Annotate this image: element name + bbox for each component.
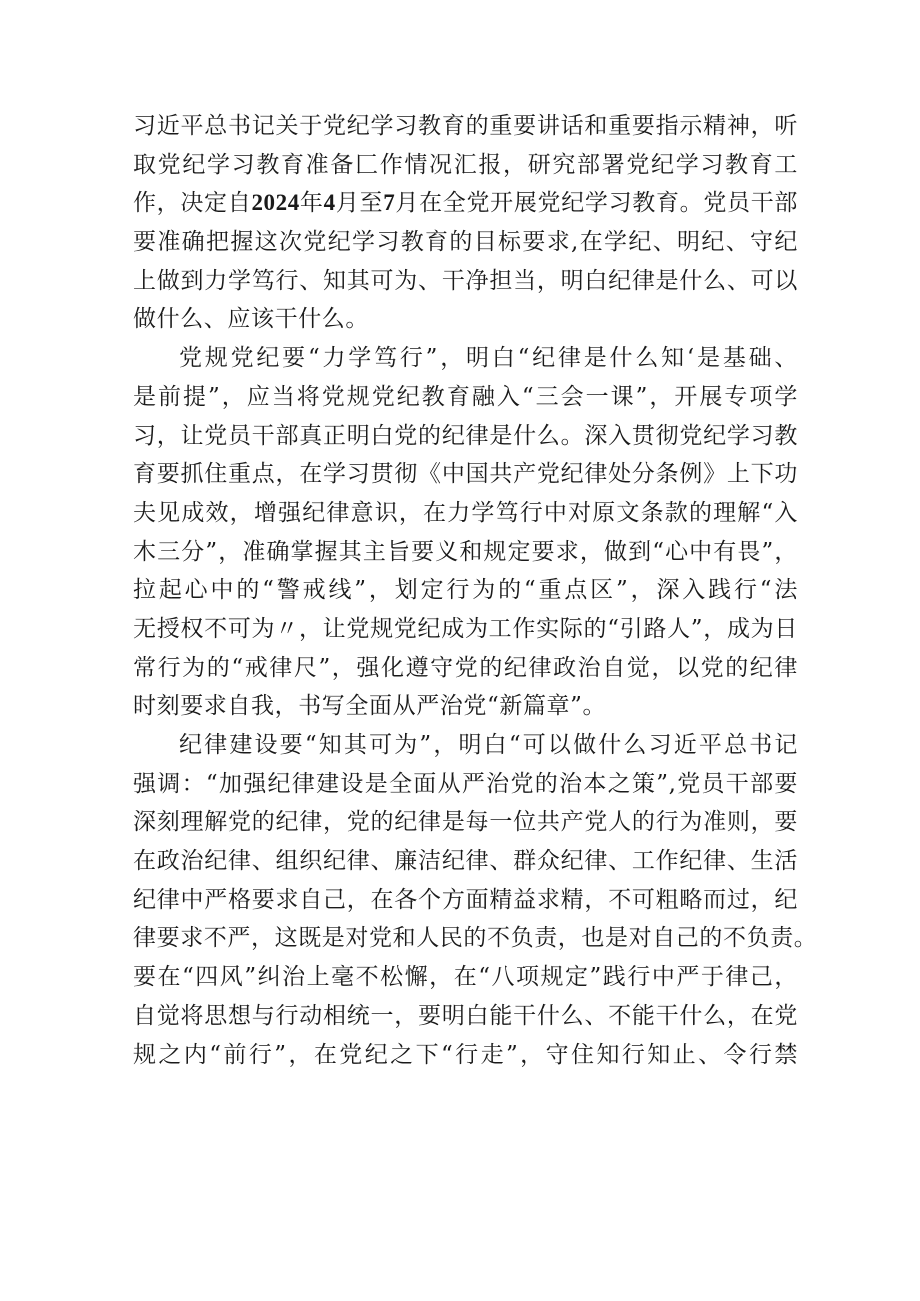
- text-line: 是前提”，应当将党规党纪教育融入“三会一课”，开展专项学: [133, 383, 798, 410]
- text-line: 常行为的“戒律尺”，强化遵守党的纪律政治自觉，以党的纪律: [133, 654, 798, 681]
- text-line: 夫见成效，增强纪律意识，在力学笃行中对原文条款的理解“入: [133, 499, 798, 526]
- text-line: 强调：“加强纪律建设是全面从严治党的治本之策”,党员干部要: [133, 770, 798, 797]
- text-line: 取党纪学习教育准备匚作情况汇报，研究部署党纪学习教育工: [133, 151, 798, 178]
- text-line: 规之内“前行”，在党纪之下“行走”，守住知行知止、令行禁: [133, 1041, 798, 1068]
- text-line: 要在“四风”纠治上毫不松懈，在“八项规定”践行中严于律己，: [133, 964, 798, 991]
- text-line: 纪律中严格要求自己，在各个方面精益求精，不可粗略而过，纪: [133, 886, 798, 913]
- text-line: 时刻要求自我，书写全面从严治党“新篇章”。: [133, 693, 607, 720]
- text-line: 习，让党员干部真正明白党的纪律是什么。深入贯彻党纪学习教: [133, 422, 798, 449]
- text-line: 木三分”，准确掌握其主旨要义和规定要求，做到“心中有畏”，: [133, 538, 798, 565]
- text-line: 自觉将思想与行动相统一，要明白能干什么、不能干什么，在党: [133, 1002, 798, 1029]
- text-line: 深刻理解党的纪律，党的纪律是每一位共产党人的行为准则，要: [133, 809, 798, 836]
- text-line: 拉起心中的“警戒线”，划定行为的“重点区”，深入践行“法: [133, 577, 798, 604]
- text-line: 上做到力学笃行、知其可为、干净担当，明白纪律是什么、可以: [133, 267, 798, 294]
- text-line: 纪律建设要“知其可为”，明白“可以做什么习近平总书记: [179, 732, 798, 758]
- text-line: 做什么、应该干什么。: [133, 306, 369, 333]
- text-line: 育要抓住重点，在学习贯彻《中国共产党纪律处分条例》上下功: [133, 461, 798, 488]
- text-line: 无授权不可为〃，让党规党纪成为工作实际的“引路人”，成为日: [133, 615, 798, 642]
- paragraph: [133, 107, 798, 339]
- paragraph: [133, 339, 798, 726]
- paragraph: [133, 726, 818, 1074]
- text-line: 党规党纪要“力学笃行”，明白“纪律是什么知‘是基础、: [179, 345, 798, 372]
- text-line: 作，决定自2024年4月至7月在全党开展党纪学习教育。党员干部: [133, 190, 798, 217]
- text-line: 律要求不严，这既是对党和人民的不负责，也是对自己的不负责。: [133, 925, 818, 952]
- document-body: [133, 107, 818, 1074]
- text-line: 要准确把握这次党纪学习教育的目标要求,在学纪、明纪、守纪: [133, 229, 798, 256]
- text-line: 在政治纪律、组织纪律、廉洁纪律、群众纪律、工作纪律、生活: [133, 848, 798, 875]
- text-line: 习近平总书记关于党纪学习教育的重要讲话和重要指示精神，听: [133, 113, 798, 139]
